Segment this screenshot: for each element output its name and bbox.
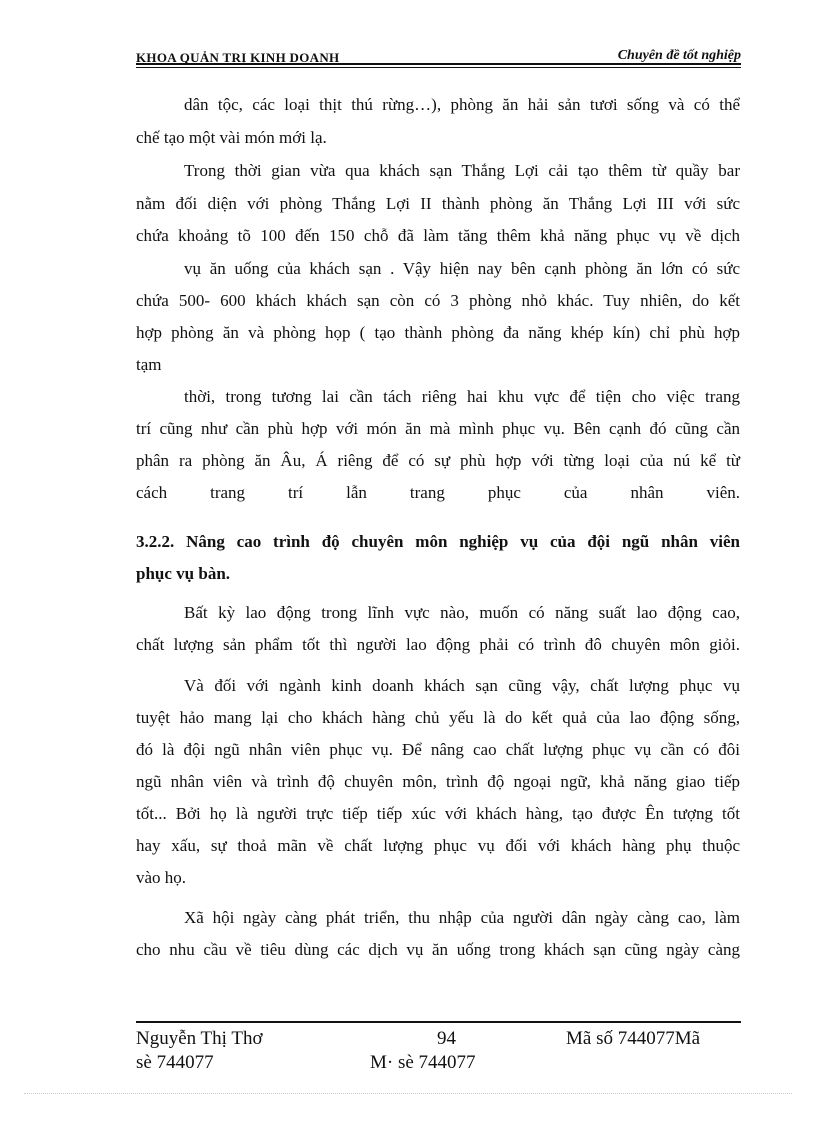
body-line: cho nhu cầu về tiêu dùng các dịch vụ ăn uống trong khách sạn cũng ngày càng: [136, 940, 740, 959]
section-heading: 3.2.2. Nâng cao trình độ chuyên môn nghiệp vụ của đội ngũ nhân viên: [136, 532, 740, 551]
body-line: chứa 500- 600 khách khách sạn còn có 3 phòng nhỏ khác. Tuy nhiên, do kết: [136, 291, 740, 310]
body-line: dân tộc, các loại thịt thú rừng…), phòng ăn hải sản tươi sống và có thể: [184, 95, 740, 114]
body-line: đó là đội ngũ nhân viên phục vụ. Để nâng cao chất lượng phục vụ cần có đôi: [136, 740, 740, 759]
page-bottom-border: [24, 1093, 792, 1094]
footer-rule: [136, 1021, 741, 1023]
body-line: tạm: [136, 355, 162, 374]
footer-code: Mã số 744077Mã: [566, 1028, 701, 1049]
header-department: KHOA QUẢN TRỊ KINH DOANH: [136, 50, 340, 65]
body-line: chế tạo một vài món mới lạ.: [136, 128, 327, 147]
footer-code-continued: sè 744077: [136, 1052, 214, 1073]
body-line: vào họ.: [136, 868, 187, 887]
body-line: tuyệt hảo mang lại cho khách hàng chủ yếu là do kết quả của lao động sống,: [136, 708, 740, 727]
body-line: ngũ nhân viên và trình độ chuyên môn, trình độ ngoại ngữ, khả năng giao tiếp: [136, 772, 740, 791]
section-heading-continued: phục vụ bàn.: [136, 564, 231, 583]
body-line: chất lượng sản phẩm tốt thì người lao động phải có trình đô chuyên môn giỏi.: [136, 635, 740, 654]
body-line: Trong thời gian vừa qua khách sạn Thắng Lợi cải tạo thêm từ quầy bar: [184, 161, 740, 180]
body-line: phân ra phòng ăn Âu, Á riêng để có sự phù hợp với từng loại của nú kể từ: [136, 451, 740, 470]
body-line: trí cũng như cần phù hợp với món ăn mà mình phục vụ. Bên cạnh đó cũng cần: [136, 419, 740, 438]
body-line: chứa khoảng tõ 100 đến 150 chỗ đã làm tăng thêm khả năng phục vụ về dịch: [136, 226, 740, 245]
body-line: Xã hội ngày càng phát triển, thu nhập của người dân ngày càng cao, làm: [184, 908, 740, 927]
page-header: [136, 50, 741, 64]
header-rule: [136, 63, 741, 65]
body-line: nằm đối diện với phòng Thắng Lợi II thành phòng ăn Thắng Lợi III với sức: [136, 194, 740, 213]
footer-author: Nguyễn Thị Thơ: [136, 1028, 263, 1049]
header-rule-thin: [136, 67, 741, 68]
body-line: tốt... Bởi họ là người trực tiếp tiếp xúc với khách hàng, tạo được Ên tượng tốt: [136, 804, 740, 823]
body-line: Và đối với ngành kinh doanh khách sạn cũng vậy, chất lượng phục vụ: [184, 676, 740, 695]
body-line: hợp phòng ăn và phòng họp ( tạo thành phòng đa năng khép kín) chỉ phù hợp: [136, 323, 740, 342]
body-line: vụ ăn uống của khách sạn . Vậy hiện nay bên cạnh phòng ăn lớn có sức: [184, 259, 740, 278]
footer-code-center: M· sè 744077: [370, 1052, 476, 1073]
header-document-type: Chuyên đề tốt nghiệp: [617, 48, 741, 63]
body-line: hay xấu, sự thoả mãn về chất lượng phục vụ đối với khách hàng phụ thuộc: [136, 836, 740, 855]
body-line: Bất kỳ lao động trong lĩnh vực nào, muốn có năng suất lao động cao,: [184, 603, 740, 622]
page-number: 94: [437, 1028, 456, 1049]
body-line: thời, trong tương lai cần tách riêng hai khu vực để tiện cho việc trang: [184, 387, 740, 406]
body-line: cách trang trí lẫn trang phục của nhân viên.: [136, 483, 740, 502]
